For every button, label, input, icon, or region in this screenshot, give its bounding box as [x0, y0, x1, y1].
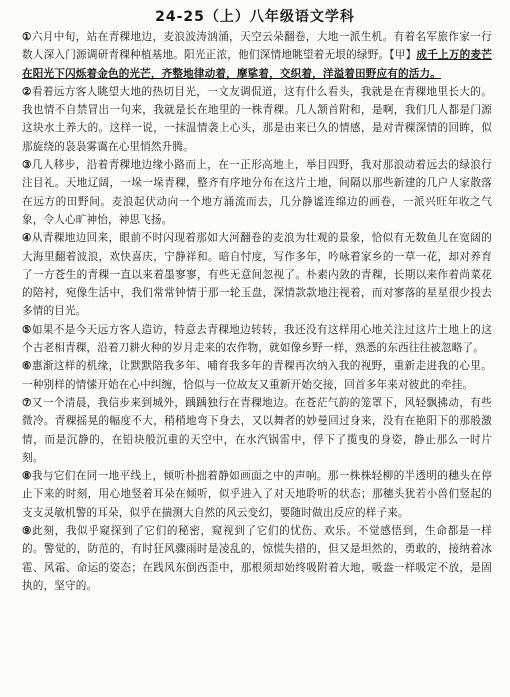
paragraph-text: 此刻，我似乎窥探到了它们的秘密，窥视到了它们的忧伤、欢乐。不觉感悟到，生命都是一样的。警觉的，防范的，有时狂风骤雨时是凌乱的，惊慌失措的，但又是坦然的，勇敢的，接纳着冰雹、风霜、命运的姿态；在践风东倒西歪中，那根须却始终吸附着大地，吸盎一样吸定不放，是固执的，坚守的。	[22, 525, 492, 592]
paragraph-number: ⑨	[22, 525, 33, 538]
paragraph-number: ④	[22, 232, 32, 245]
paragraph-number: ③	[22, 159, 32, 172]
paragraph-text: 如果不是今天远方客人造访，特意去青稞地边转转，我还没有这样用心地关注过这片土地上的这个古老相青稞，沿着刀耕火种的岁月走来的农作物，就如像乡野一样，熟悉的东西往往被忽略了。	[22, 323, 493, 355]
paragraph-3	[22, 156, 492, 229]
paragraph-number: ⑥	[22, 360, 32, 373]
paragraph-5	[22, 321, 492, 358]
paragraph-6	[22, 357, 492, 394]
paragraph-number: ⑦	[22, 396, 32, 409]
article-body	[22, 28, 492, 595]
paragraph-1	[22, 28, 492, 83]
paragraph-8	[22, 467, 492, 522]
paragraph-number: ①	[22, 31, 32, 43]
paragraph-text: 几人移步，沿着青稞地边缘小路而上，在一正形高地上，举目四野，我对那浪动着远去的绿浪行注目礼。天地辽阔，一垛一垛青稞，整齐有序地分布在这片土地，间隔以那些新建的几户人家散落在远方的田野间。麦浪起伏动向一个地方涌流而去，几分静谧连绵边的画卷，一派兴旺年收之气象，令人心旷神怡，神思飞扬。	[22, 159, 493, 226]
paragraph-text: 惠渐这样的机缘，让默默陪我多年、哺育我多年的青稞再次纳入我的视野，重新走进我的心里。一种别样的情愫开始在心中纠缠，恰似与一位故友又重新开始交接，回首多年来对彼此的牵挂。	[22, 360, 493, 391]
paragraph-number: ②	[22, 85, 32, 98]
paragraph-4	[22, 229, 492, 320]
paragraph-number: ⑤	[22, 323, 32, 336]
page-title: 24-25（上）八年级语文学科	[155, 9, 355, 25]
paragraph-7	[22, 394, 492, 467]
underlined-sentence: 成千上万的麦芒在阳光下闪烁着金色的光芒，齐整地律动着，摩挲着，交织着，洋溢着田野应有的活力。	[22, 49, 492, 80]
paragraph-number: ⑧	[22, 470, 32, 483]
paragraph-text: 从青稞地边回来，眼前不时闪现着那如大河翻卷的麦浪为壮观的景象，恰似有无数鱼儿在宽阔的大海里翻着波浪，欢快喜庆，宁静祥和。暗自忖度，写作多年，吟咏着家乡的一草一花，却对养育了一方苍生的青稞一直以来着墨寥寥，有些无意间忽视了。朴素内敛的青稞，长期以来作着尚菜花的陪衬，宛像生活中，我们常常钟情于那一轮玉盘，深情款款地注视着，而对寥落的星星很少投去多情的目光。	[22, 232, 493, 318]
paragraph-text: 我与它们在同一地平线上，倾听朴拙着静如画面之中的声响。那一株株轻柳的半透明的穗头在停止下来的时刻，用心地竖着耳朵在倾听，似乎进入了对天地聆听的状态；那穗头犹若小兽们竖起的支支灵敏机警的耳朵，似乎在揣测大自然的风云变幻，要随时做出反应的样子来。	[22, 470, 493, 519]
paragraph-text: 看着远方客人眺望大地的热切目光，一文友调侃道，这有什么看头，我就是在青稞地里长大的。我也情不自禁冒出一句来，我就是长在地里的一株青稞。几人颔首附和，是啊，我们几人都是门源这块水土养大的。这样一说，一抹温情袭上心头，那是由来已久的情感，是对青稞深情的回眸，似那旋绕的袅袅雾霭在心里悄然升腾。	[22, 85, 493, 153]
paragraph-text: 又一个清晨，我信步来到城外，踽踽独行在青稞地边。在苍茫气韵的笼罩下，风轻飘拂动，有些微冷。青稞摇晃的幅度不大，稍稍地弯下身去，又以舞者的妙曼回过身来，没有在艳阳下的那般激情，而是沉静的，在铅块般沉重的天空中，在水汽锅雷中，俘下了揽曳的身姿，静止那么一时片刻。	[22, 396, 493, 464]
paragraph-2	[22, 83, 492, 156]
paragraph-text: 六月中旬，站在青稞地边，麦浪波涛汹涌，天空云朵翻卷，大地一派生机。有着名军旅作家一行数人深入门源调研青稞种植基地。阳光正浓，他们深情地眺望着无垠的绿野。【甲】	[22, 31, 493, 62]
paragraph-9	[22, 522, 492, 595]
